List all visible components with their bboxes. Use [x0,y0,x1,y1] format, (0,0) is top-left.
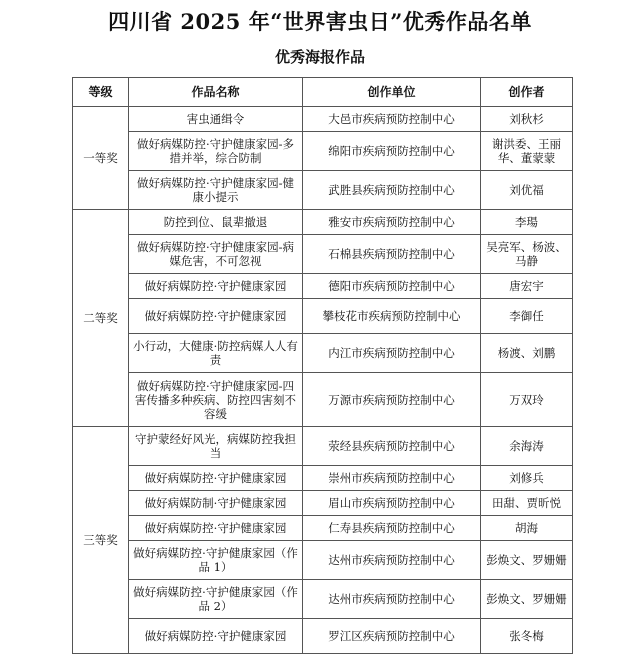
award-level-cell: 一等奖 [73,107,129,210]
work-title-cell: 守护蒙经好风光，病媒防控我担当 [129,427,303,466]
author-cell: 彭焕文、罗姗姗 [481,580,573,619]
table-row [73,466,573,491]
work-title-cell: 做好病媒防控·守护健康家园-健康小提示 [129,171,303,210]
unit-cell: 攀枝花市疾病预防控制中心 [303,299,481,334]
author-cell: 彭焕文、罗姗姗 [481,541,573,580]
work-title-cell: 害虫通缉令 [129,107,303,132]
work-title-cell: 做好病媒防控·守护健康家园-病媒危害，不可忽视 [129,235,303,274]
work-title-cell: 做好病媒防控·守护健康家园 [129,619,303,654]
work-title-cell: 小行动，大健康·防控病媒人人有责 [129,334,303,373]
unit-cell: 雅安市疾病预防控制中心 [303,210,481,235]
author-cell: 田甜、贾昕悦 [481,491,573,516]
work-title-cell: 防控到位、鼠辈撤退 [129,210,303,235]
award-level-cell: 二等奖 [73,210,129,427]
section-subtitle: 优秀海报作品 [274,48,365,66]
author-cell: 李御任 [481,299,573,334]
work-title-cell: 做好病媒防控·守护健康家园 [129,274,303,299]
work-title-cell: 做好病媒防控·守护健康家园-四害传播多种疾病、防控四害刻不容缓 [129,373,303,427]
unit-cell: 大邑市疾病预防控制中心 [303,107,481,132]
header-work: 作品名称 [129,78,303,107]
work-title-cell: 做好病媒防控·守护健康家园（作品 1） [129,541,303,580]
author-cell: 李瑒 [481,210,573,235]
table-row [73,210,573,235]
table-row [73,373,573,427]
author-cell: 刘修兵 [481,466,573,491]
work-title-cell: 做好病媒防控·守护健康家园 [129,299,303,334]
author-cell: 张冬梅 [481,619,573,654]
work-title-cell: 做好病媒防控·守护健康家园-多措并举，综合防制 [129,132,303,171]
table-header-row [73,78,573,107]
unit-cell: 绵阳市疾病预防控制中心 [303,132,481,171]
work-title-cell: 做好病媒防控·守护健康家园 [129,516,303,541]
table-row [73,516,573,541]
table-row [73,132,573,171]
unit-cell: 石棉县疾病预防控制中心 [303,235,481,274]
header-unit: 创作单位 [303,78,481,107]
author-cell: 吴亮军、杨波、马静 [481,235,573,274]
unit-cell: 达州市疾病预防控制中心 [303,580,481,619]
unit-cell: 荥经县疾病预防控制中心 [303,427,481,466]
unit-cell: 武胜县疾病预防控制中心 [303,171,481,210]
award-level-cell: 三等奖 [73,427,129,654]
table-row [73,235,573,274]
author-cell: 万双玲 [481,373,573,427]
unit-cell: 达州市疾病预防控制中心 [303,541,481,580]
unit-cell: 眉山市疾病预防控制中心 [303,491,481,516]
table-row [73,427,573,466]
author-cell: 刘秋杉 [481,107,573,132]
work-title-cell: 做好病媒防控·守护健康家园 [129,466,303,491]
author-cell: 胡海 [481,516,573,541]
table-row [73,541,573,580]
table-row [73,274,573,299]
author-cell: 杨渡、刘鹏 [481,334,573,373]
unit-cell: 内江市疾病预防控制中心 [303,334,481,373]
unit-cell: 罗江区疾病预防控制中心 [303,619,481,654]
header-level: 等级 [73,78,129,107]
header-author: 创作者 [481,78,573,107]
unit-cell: 仁寿县疾病预防控制中心 [303,516,481,541]
table-row [73,299,573,334]
document-title: 四川省 2025 年“世界害虫日”优秀作品名单 [108,9,532,34]
table-row [73,580,573,619]
awards-table [72,77,573,654]
author-cell: 余海涛 [481,427,573,466]
author-cell: 谢洪委、王丽华、董蒙蒙 [481,132,573,171]
table-row [73,171,573,210]
table-row [73,619,573,654]
table-row [73,334,573,373]
table-body [73,107,573,654]
unit-cell: 崇州市疾病预防控制中心 [303,466,481,491]
work-title-cell: 做好病媒防制·守护健康家园 [129,491,303,516]
author-cell: 刘优福 [481,171,573,210]
unit-cell: 万源市疾病预防控制中心 [303,373,481,427]
work-title-cell: 做好病媒防控·守护健康家园（作品 2） [129,580,303,619]
table-row [73,491,573,516]
unit-cell: 德阳市疾病预防控制中心 [303,274,481,299]
author-cell: 唐宏宇 [481,274,573,299]
table-row [73,107,573,132]
